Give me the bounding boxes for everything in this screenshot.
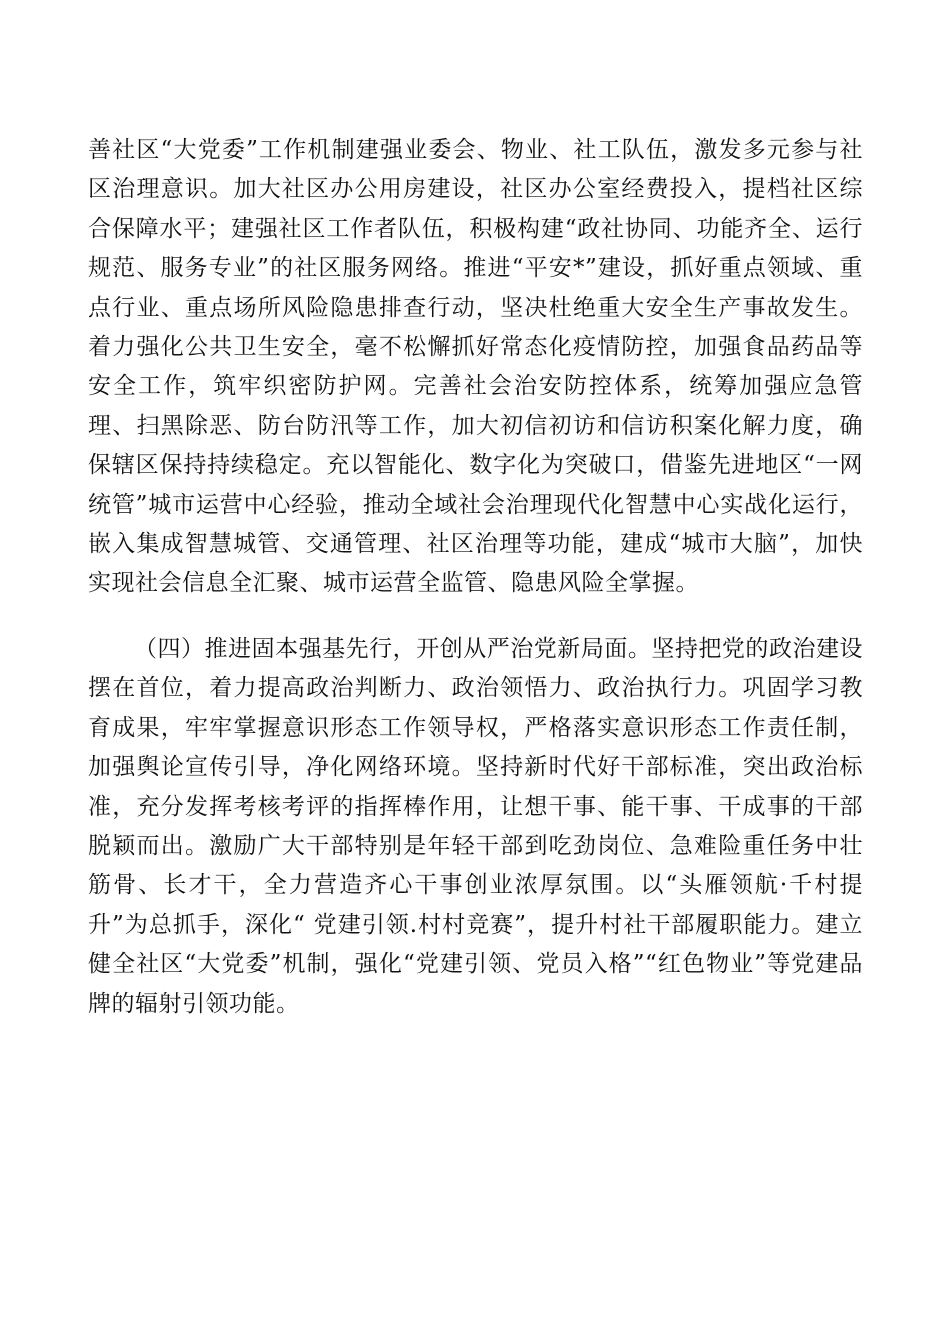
paragraph-section-four: （四）推进固本强基先行，开创从严治党新局面。坚持把党的政治建设摆在首位，着力提高政治判断力、政治领悟力、政治执行力。巩固学习教育成果，牢牢掌握意识形态工作领导权，严格落实意识形态工作责任制，加强舆论宣传引导，净化网络环境。坚持新时代好干部标准，突出政治标准，充分发挥考核考评的指挥棒作用，让想干事、能干事、干成事的干部脱颖而出。激励广大干部特别是年轻干部到吃劲岗位、急难险重任务中壮筋骨、长才干，全力营造齐心干事创业浓厚氛围。以“头雁领航·千村提升”为总抓手，深化“ 党建引领.村村竞赛”，提升村社干部履职能力。建立健全社区“大党委”机制，强化“党建引领、党员入格”“红色物业”等党建品牌的辐射引领功能。	[88, 635, 863, 1017]
document-body	[88, 131, 863, 1024]
paragraph-community-governance: 善社区“大党委”工作机制建强业委会、物业、社工队伍，激发多元参与社区治理意识。加大社区办公用房建设，社区办公室经费投入，提档社区综合保障水平；建强社区工作者队伍，积极构建“政社协同、功能齐全、运行规范、服务专业”的社区服务网络。推进“平安*”建设，抓好重点领域、重点行业、重点场所风险隐患排查行动，坚决杜绝重大安全生产事故发生。着力强化公共卫生安全，毫不松懈抓好常态化疫情防控，加强食品药品等安全工作，筑牢织密防护网。完善社会治安防控体系，统筹加强应急管理、扫黑除恶、防台防汛等工作，加大初信初访和信访积案化解力度，确保辖区保持持续稳定。充以智能化、数字化为突破口，借鉴先进地区“一网统管”城市运营中心经验，推动全域社会治理现代化智慧中心实战化运行，嵌入集成智慧城管、交通管理、社区治理等功能，建成“城市大脑”，加快实现社会信息全汇聚、城市运营全监管、隐患风险全掌握。	[88, 137, 863, 597]
